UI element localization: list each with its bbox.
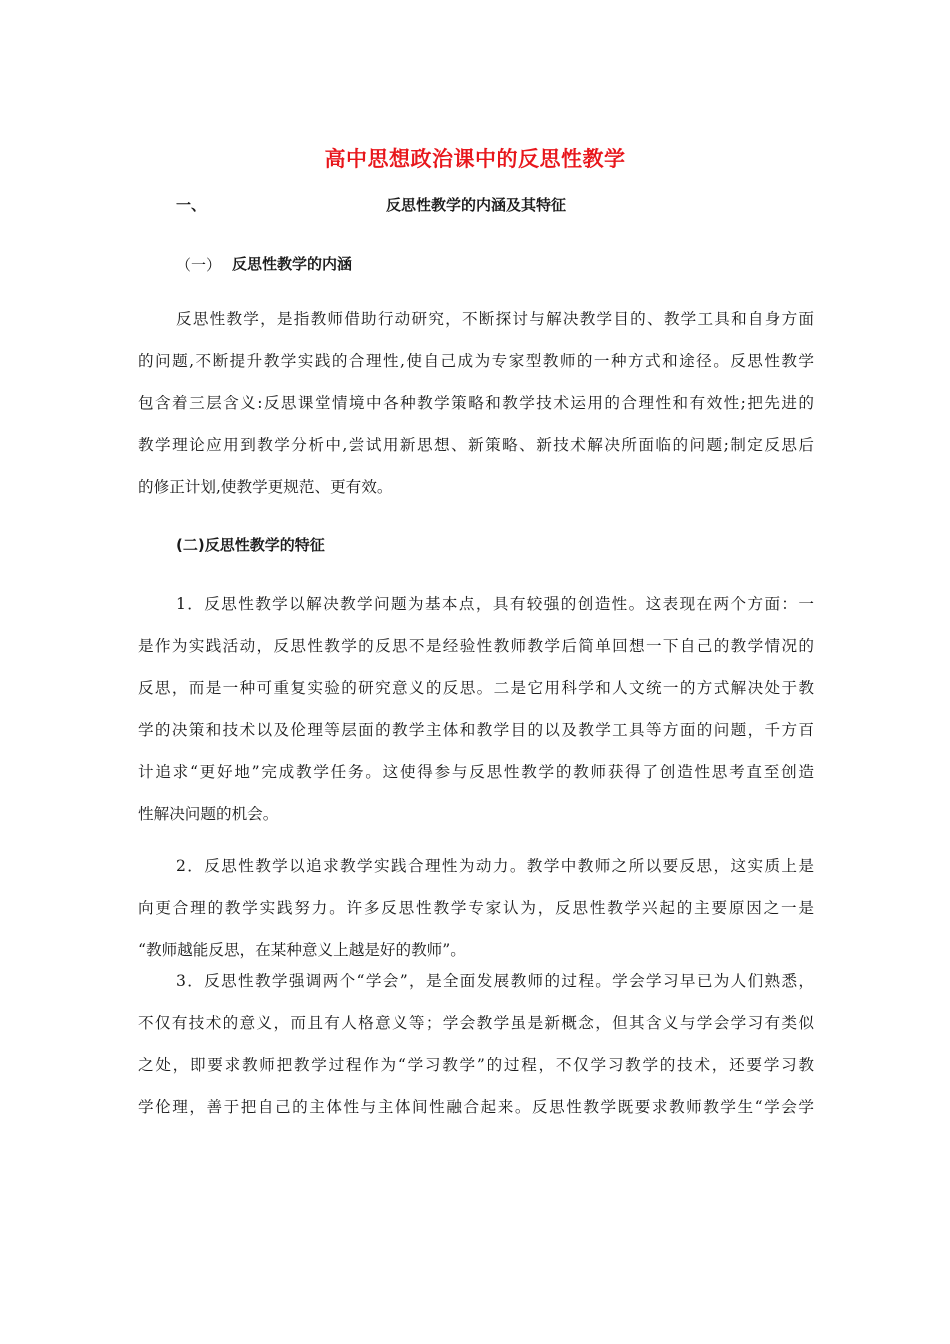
paragraph-line: 1．反思性教学以解决教学问题为基本点，具有较强的创造性。这表现在两个方面：一 — [176, 595, 814, 613]
paragraph-line: 是作为实践活动，反思性教学的反思不是经验性教师教学后简单回想一下自己的教学情况的 — [138, 637, 814, 655]
paragraph-line: 的问题,不断提升教学实践的合理性,使自己成为专家型教师的一种方式和途径。反思性教学 — [138, 352, 814, 370]
subsection-number: （一） — [176, 256, 222, 274]
paragraph-line: 向更合理的教学实践努力。许多反思性教学专家认为，反思性教学兴起的主要原因之一是 — [138, 899, 814, 917]
paragraph-line: 学的决策和技术以及伦理等层面的教学主体和教学目的以及教学工具等方面的问题，千方百 — [138, 721, 814, 739]
paragraph-line: 教学理论应用到教学分析中,尝试用新思想、新策略、新技术解决所面临的问题;制定反思后 — [138, 436, 814, 454]
paragraph-feature-2 — [138, 845, 814, 971]
document-title: 高中思想政治课中的反思性教学 — [324, 147, 626, 171]
paragraph-line: 2．反思性教学以追求教学实践合理性为动力。教学中教师之所以要反思，这实质上是 — [176, 857, 814, 875]
paragraph-line: 反思性教学，是指教师借助行动研究，不断探讨与解决教学目的、教学工具和自身方面 — [176, 310, 814, 328]
paragraph-line: 计追求“更好地”完成教学任务。这使得参与反思性教学的教师获得了创造性思考直至创造 — [138, 763, 814, 781]
paragraph-line: “教师越能反思，在某种意义上越是好的教师”。 — [138, 941, 466, 959]
section-heading: 反思性教学的内涵及其特征 — [386, 196, 567, 214]
paragraph-line: 包含着三层含义:反思课堂情境中各种教学策略和教学技术运用的合理性和有效性;把先进的 — [138, 394, 814, 412]
paragraph-definition — [138, 298, 814, 508]
paragraph-line: 的修正计划,使教学更规范、更有效。 — [138, 478, 393, 496]
paragraph-line: 反思，而是一种可重复实验的研究意义的反思。二是它用科学和人文统一的方式解决处于教 — [138, 679, 814, 697]
section-number: 一、 — [176, 196, 207, 214]
paragraph-feature-3 — [138, 960, 814, 1128]
paragraph-feature-1 — [138, 583, 814, 835]
subsection-heading-2: (二)反思性教学的特征 — [176, 536, 325, 554]
paragraph-line: 3．反思性教学强调两个“学会”，是全面发展教师的过程。学会学习早已为人们熟悉， — [176, 972, 814, 990]
paragraph-line: 学伦理，善于把自己的主体性与主体间性融合起来。反思性教学既要求教师教学生“学会学 — [138, 1098, 814, 1116]
subsection-heading: 反思性教学的内涵 — [232, 255, 353, 273]
paragraph-line: 之处，即要求教师把教学过程作为“学习教学”的过程，不仅学习教学的技术，还要学习教 — [138, 1056, 814, 1074]
paragraph-line: 不仅有技术的意义，而且有人格意义等；学会教学虽是新概念，但其含义与学会学习有类似 — [138, 1014, 814, 1032]
paragraph-line: 性解决问题的机会。 — [138, 805, 279, 823]
